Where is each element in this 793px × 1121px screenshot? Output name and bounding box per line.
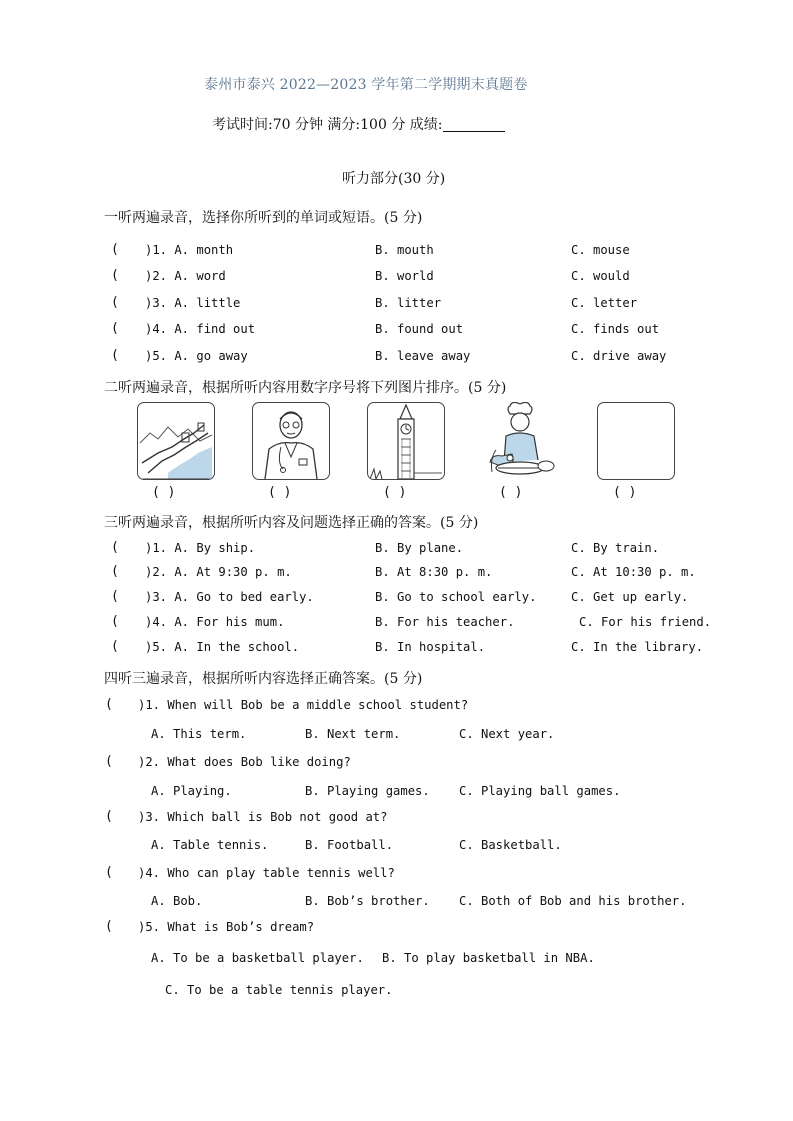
picture-answer-paren[interactable]: ( ) bbox=[499, 485, 523, 500]
option-a: )2. A. word bbox=[145, 269, 226, 283]
answer-paren[interactable]: ( bbox=[111, 268, 119, 283]
big-ben-picture bbox=[367, 402, 445, 480]
exam-title: 泰州市泰兴 2022—2023 学年第二学期期末真题卷 bbox=[204, 77, 528, 93]
option-c: C. In the library. bbox=[571, 640, 704, 654]
picture-answer-paren[interactable]: ( ) bbox=[268, 485, 292, 500]
option-c: C. mouse bbox=[571, 243, 630, 257]
option-b: B. Next term. bbox=[305, 727, 401, 741]
option-b: B. Football. bbox=[305, 838, 394, 852]
great-wall-picture bbox=[137, 402, 215, 480]
chef-icon bbox=[482, 402, 558, 478]
doctor-icon bbox=[253, 403, 329, 479]
exam-meta bbox=[212, 114, 505, 134]
option-a: )5. A. go away bbox=[145, 349, 248, 363]
option-b: B. At 8:30 p. m. bbox=[375, 565, 493, 579]
option-a: )2. A. At 9:30 p. m. bbox=[145, 565, 292, 579]
answer-paren[interactable]: ( bbox=[111, 295, 119, 310]
option-a: )3. A. little bbox=[145, 296, 241, 310]
doctor-picture bbox=[252, 402, 330, 480]
option-b: B. For his teacher. bbox=[375, 615, 515, 629]
answer-paren[interactable]: ( bbox=[105, 809, 113, 824]
question-text: )2. What does Bob like doing? bbox=[138, 755, 351, 769]
section2-heading: 二听两遍录音，根据所听内容用数字序号将下列图片排序。(5 分) bbox=[104, 380, 507, 396]
option-a: A. Bob. bbox=[151, 894, 203, 908]
option-c: C. Playing ball games. bbox=[459, 784, 621, 798]
answer-paren[interactable]: ( bbox=[111, 614, 119, 629]
answer-paren[interactable]: ( bbox=[105, 697, 113, 712]
option-b: B. To play basketball in NBA. bbox=[382, 951, 595, 965]
answer-paren[interactable]: ( bbox=[111, 564, 119, 579]
option-a: )4. A. For his mum. bbox=[145, 615, 285, 629]
option-b: B. found out bbox=[375, 322, 464, 336]
option-c: C. would bbox=[571, 269, 630, 283]
chef-picture bbox=[482, 402, 558, 478]
answer-paren[interactable]: ( bbox=[111, 540, 119, 555]
answer-paren[interactable]: ( bbox=[111, 321, 119, 336]
picture-answer-paren[interactable]: ( ) bbox=[613, 485, 637, 500]
option-b: B. Go to school early. bbox=[375, 590, 537, 604]
option-a: )4. A. find out bbox=[145, 322, 256, 336]
answer-paren[interactable]: ( bbox=[111, 348, 119, 363]
option-a: )1. A. month bbox=[145, 243, 234, 257]
section1-heading: 一听两遍录音，选择你所听到的单词或短语。(5 分) bbox=[104, 210, 423, 226]
answer-paren[interactable]: ( bbox=[111, 639, 119, 654]
section3-heading: 三听两遍录音，根据所听内容及问题选择正确的答案。(5 分) bbox=[104, 515, 479, 531]
great-wall-icon bbox=[138, 403, 214, 479]
answer-paren[interactable]: ( bbox=[111, 242, 119, 257]
blank-picture bbox=[597, 402, 675, 480]
big-ben-icon bbox=[368, 403, 444, 479]
option-a: A. To be a basketball player. bbox=[151, 951, 364, 965]
question-text: )4. Who can play table tennis well? bbox=[138, 866, 395, 880]
option-b: B. By plane. bbox=[375, 541, 464, 555]
option-a: A. This term. bbox=[151, 727, 247, 741]
option-c: C. To be a table tennis player. bbox=[165, 983, 393, 997]
option-c: C. At 10:30 p. m. bbox=[571, 565, 696, 579]
score-blank[interactable] bbox=[443, 117, 505, 132]
option-c: C. drive away bbox=[571, 349, 667, 363]
option-b: B. litter bbox=[375, 296, 442, 310]
option-c: C. For his friend. bbox=[579, 615, 712, 629]
exam-meta-text: 考试时间:70 分钟 满分:100 分 成绩: bbox=[212, 117, 443, 133]
option-c: C. finds out bbox=[571, 322, 660, 336]
option-b: B. Bob’s brother. bbox=[305, 894, 430, 908]
picture-answer-paren[interactable]: ( ) bbox=[152, 485, 176, 500]
option-a: )1. A. By ship. bbox=[145, 541, 256, 555]
option-b: B. In hospital. bbox=[375, 640, 486, 654]
picture-answer-paren[interactable]: ( ) bbox=[383, 485, 407, 500]
option-a: A. Table tennis. bbox=[151, 838, 269, 852]
option-c: C. Basketball. bbox=[459, 838, 562, 852]
option-c: C. Get up early. bbox=[571, 590, 689, 604]
option-b: B. mouth bbox=[375, 243, 434, 257]
option-b: B. world bbox=[375, 269, 434, 283]
option-c: C. Next year. bbox=[459, 727, 555, 741]
option-b: B. leave away bbox=[375, 349, 471, 363]
section4-heading: 四听三遍录音，根据所听内容选择正确答案。(5 分) bbox=[104, 671, 423, 687]
answer-paren[interactable]: ( bbox=[105, 919, 113, 934]
part-title: 听力部分(30 分) bbox=[342, 171, 446, 187]
option-a: A. Playing. bbox=[151, 784, 232, 798]
option-a: )3. A. Go to bed early. bbox=[145, 590, 314, 604]
question-text: )5. What is Bob’s dream? bbox=[138, 920, 315, 934]
question-text: )3. Which ball is Bob not good at? bbox=[138, 810, 388, 824]
option-c: C. Both of Bob and his brother. bbox=[459, 894, 687, 908]
answer-paren[interactable]: ( bbox=[111, 589, 119, 604]
question-text: )1. When will Bob be a middle school student? bbox=[138, 698, 469, 712]
option-a: )5. A. In the school. bbox=[145, 640, 300, 654]
answer-paren[interactable]: ( bbox=[105, 865, 113, 880]
option-b: B. Playing games. bbox=[305, 784, 430, 798]
option-c: C. By train. bbox=[571, 541, 660, 555]
answer-paren[interactable]: ( bbox=[105, 754, 113, 769]
option-c: C. letter bbox=[571, 296, 638, 310]
